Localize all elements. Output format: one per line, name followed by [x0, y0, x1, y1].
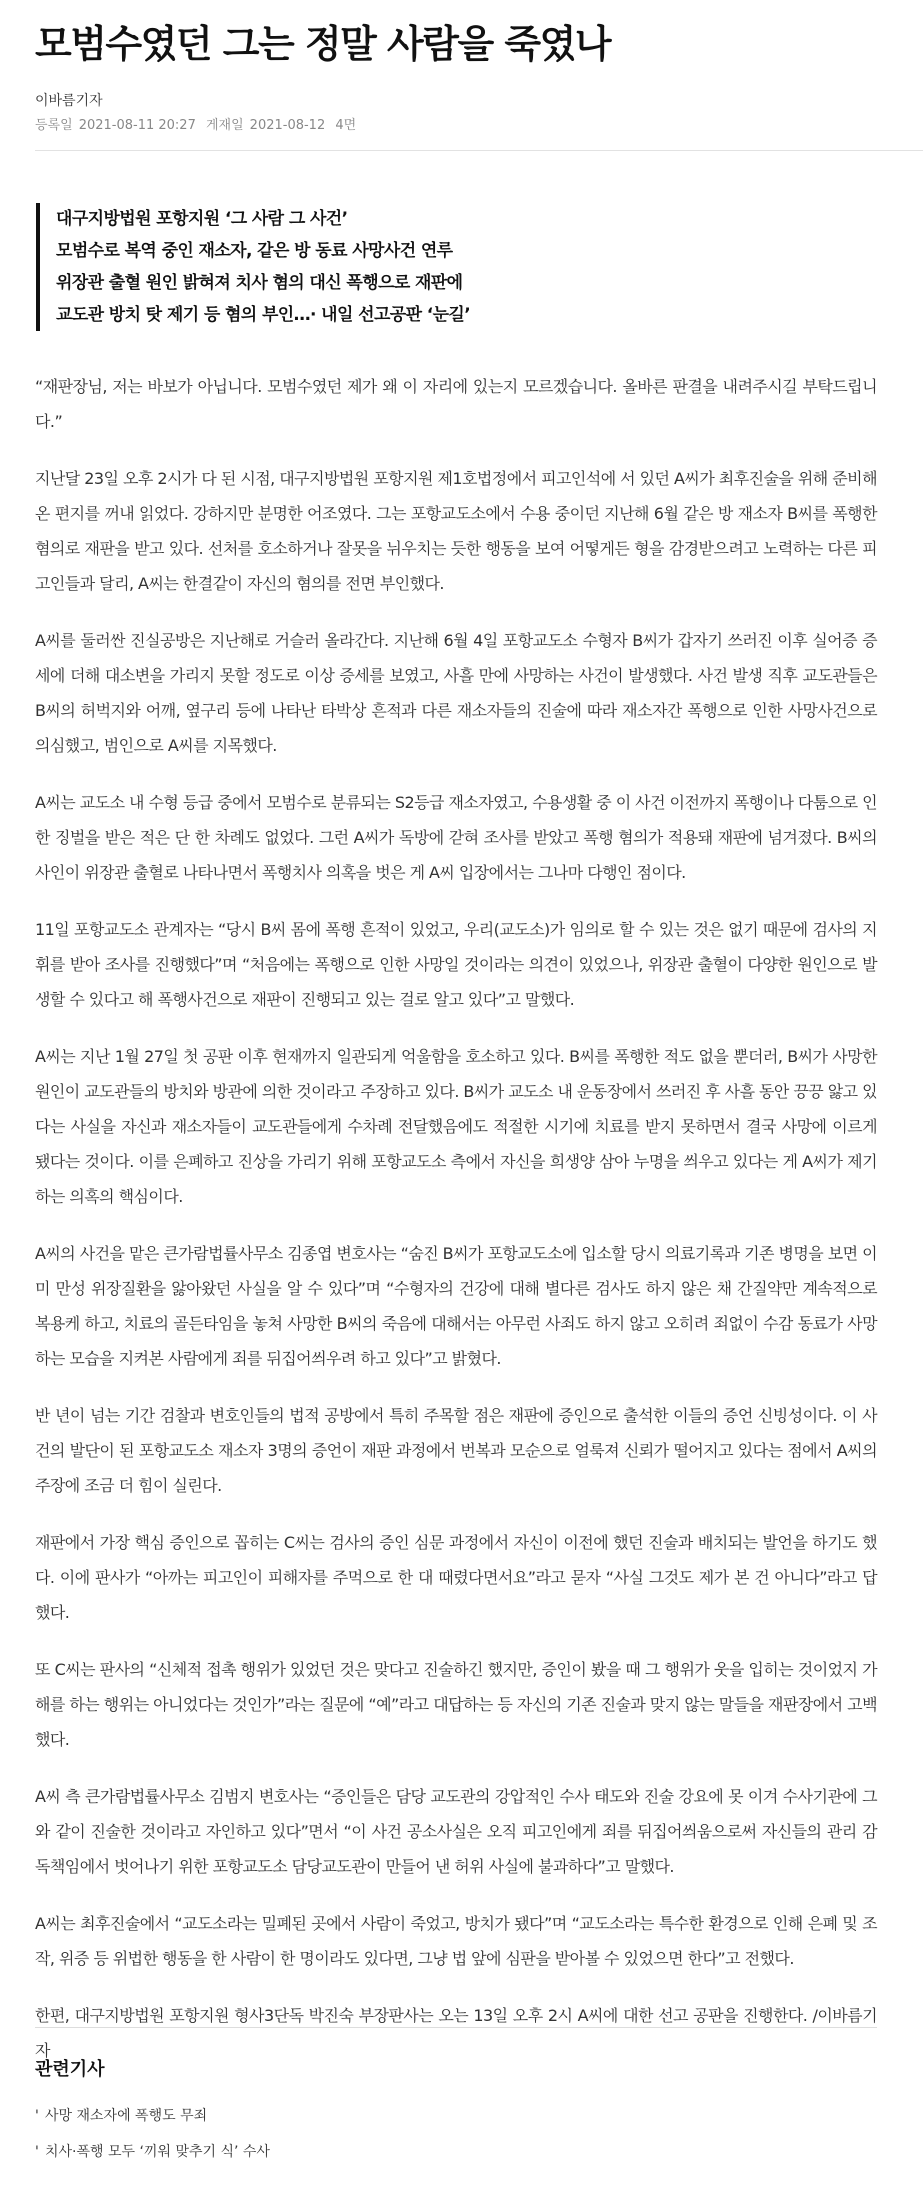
body-paragraph: A씨를 둘러싼 진실공방은 지난해로 거슬러 올라간다. 지난해 6월 4일 포항교도소 수형자 B씨가 갑자기 쓰러진 이후 실어증 증세에 더해 대소변을 가리지 못할 정도로 이상 증세를 보였고, 사흘 만에 사망하는 사건이 발생했다. 사건 발생 직후 교도관들은 B씨의 허벅지와 어깨, 옆구리 등에 나타난 타박상 흔적과 다른 재소자들의 진술에 따라 재소자간 폭행으로 인한 사망사건으로 의심했고, 범인으로 A씨를 지목했다.	[35, 631, 877, 755]
article-author: 이바름기자	[35, 93, 103, 109]
registered-date: 2021-08-11 20:27	[78, 118, 196, 133]
summary-line: 대구지방법원 포항지원 ‘그 사람 그 사건’	[56, 209, 348, 229]
summary-line: 모범수로 복역 중인 재소자, 같은 방 동료 사망사건 연루	[56, 241, 453, 261]
article-meta	[35, 114, 362, 133]
related-article-link[interactable]	[35, 2104, 270, 2140]
header-divider	[35, 150, 923, 151]
related-article-title[interactable]: 사망 재소자에 폭행도 무죄	[45, 2108, 208, 2124]
article-body	[35, 369, 877, 2090]
body-paragraph: 재판에서 가장 핵심 증인으로 꼽히는 C씨는 검사의 증인 심문 과정에서 자신이 이전에 했던 진술과 배치되는 발언을 하기도 했다. 이에 판사가 “아까는 피고인이 피해자를 주먹으로 한 대 때렸다면서요”라고 묻자 “사실 그것도 제가 본 건 아니다”라고 답했다.	[35, 1533, 877, 1622]
related-divider	[35, 2027, 877, 2028]
body-paragraph: A씨는 교도소 내 수형 등급 중에서 모범수로 분류되는 S2등급 재소자였고, 수용생활 중 이 사건 이전까지 폭행이나 다툼으로 인한 징벌을 받은 적은 단 한 차례도 없었다. 그런 A씨가 독방에 갇혀 조사를 받았고 폭행 혐의가 적용돼 재판에 넘겨졌다. B씨의 사인이 위장관 출혈로 나타나면서 폭행치사 의혹을 벗은 게 A씨 입장에서는 그나마 다행인 점이다.	[35, 793, 877, 882]
related-articles-list	[35, 2104, 270, 2176]
published-label: 게재일	[205, 118, 244, 133]
related-articles-title: 관련기사	[35, 2059, 105, 2080]
body-paragraph: 지난달 23일 오후 2시가 다 된 시점, 대구지방법원 포항지원 제1호법정에서 피고인석에 서 있던 A씨가 최후진술을 위해 준비해 온 편지를 꺼내 읽었다. 강하지만 분명한 어조였다. 그는 포항교도소에서 수용 중이던 지난해 6월 같은 방 재소자 B씨를 폭행한 혐의로 재판을 받고 있다. 선처를 호소하거나 잘못을 뉘우치는 듯한 행동을 보여 어떻게든 형을 감경받으려고 노력하는 다른 피고인들과 달리, A씨는 한결같이 자신의 혐의를 전면 부인했다.	[35, 469, 877, 593]
article-summary	[36, 203, 616, 331]
related-article-title[interactable]: 치사·폭행 모두 ‘끼워 맞추기 식’ 수사	[45, 2144, 270, 2160]
article-title: 모범수였던 그는 정말 사람을 죽였나	[35, 22, 611, 66]
related-article-link[interactable]	[35, 2140, 270, 2176]
summary-line: 위장관 출혈 원인 밝혀져 치사 혐의 대신 폭행으로 재판에	[56, 273, 463, 293]
bullet-mark: '	[35, 2144, 39, 2160]
body-paragraph: 또 C씨는 판사의 “신체적 접촉 행위가 있었던 것은 맞다고 진술하긴 했지만, 증인이 봤을 때 그 행위가 웃을 입히는 것이었지 가해를 하는 행위는 아니었다는 것인가”라는 질문에 “예”라고 대답하는 등 자신의 기존 진술과 맞지 않는 말들을 재판장에서 고백했다.	[35, 1660, 877, 1749]
body-paragraph: A씨는 최후진술에서 “교도소라는 밀폐된 곳에서 사람이 죽었고, 방치가 됐다”며 “교도소라는 특수한 환경으로 인해 은폐 및 조작, 위증 등 위법한 행동을 한 사람이 한 명이라도 있다면, 그냥 법 앞에 심판을 받아볼 수 있었으면 한다”고 전했다.	[35, 1914, 877, 1968]
body-paragraph: 11일 포항교도소 관계자는 “당시 B씨 몸에 폭행 흔적이 있었고, 우리(교도소)가 임의로 할 수 있는 것은 없기 때문에 검사의 지휘를 받아 조사를 진행했다”며 “처음에는 폭행으로 인한 사망일 것이라는 의견이 있었으나, 위장관 출혈이 다양한 원인으로 발생할 수 있다고 해 폭행사건으로 재판이 진행되고 있는 걸로 알고 있다”고 말했다.	[35, 920, 877, 1009]
body-paragraph: A씨 측 큰가람법률사무소 김범지 변호사는 “증인들은 담당 교도관의 강압적인 수사 태도와 진술 강요에 못 이겨 수사기관에 그와 같이 진술한 것이라고 자인하고 있다”면서 “이 사건 공소사실은 오직 피고인에게 죄를 뒤집어씌움으로써 자신들의 관리 감독책임에서 벗어나기 위한 포항교도소 담당교도관이 만들어 낸 허위 사실에 불과하다”고 말했다.	[35, 1787, 877, 1876]
body-paragraph: A씨는 지난 1월 27일 첫 공판 이후 현재까지 일관되게 억울함을 호소하고 있다. B씨를 폭행한 적도 없을 뿐더러, B씨가 사망한 원인이 교도관들의 방치와 방관에 의한 것이라고 주장하고 있다. B씨가 교도소 내 운동장에서 쓰러진 후 사흘 동안 끙끙 앓고 있다는 사실을 자신과 재소자들이 교도관들에게 수차례 전달했음에도 적절한 시기에 치료를 받지 못하면서 결국 사망에 이르게 됐다는 것이다. 이를 은폐하고 진상을 가리기 위해 포항교도소 측에서 자신을 희생양 삼아 누명을 씌우고 있다는 게 A씨가 제기하는 의혹의 핵심이다.	[35, 1047, 877, 1206]
body-paragraph: A씨의 사건을 맡은 큰가람법률사무소 김종엽 변호사는 “숨진 B씨가 포항교도소에 입소할 당시 의료기록과 기존 병명을 보면 이미 만성 위장질환을 앓아왔던 사실을 알 수 있다”며 “수형자의 건강에 대해 별다른 검사도 하지 않은 채 간질약만 계속적으로 복용케 하고, 치료의 골든타임을 놓쳐 사망한 B씨의 죽음에 대해서는 아무런 사죄도 하지 않고 오히려 죄없이 수감 동료가 사망하는 모습을 지켜본 사람에게 죄를 뒤집어씌우려 하고 있다”고 밝혔다.	[35, 1244, 877, 1368]
body-paragraph: “재판장님, 저는 바보가 아닙니다. 모범수였던 제가 왜 이 자리에 있는지 모르겠습니다. 올바른 판결을 내려주시길 부탁드립니다.”	[35, 377, 877, 431]
summary-line: 교도관 방치 탓 제기 등 혐의 부인…· 내일 선고공판 ‘눈길’	[56, 305, 471, 325]
body-paragraph: 반 년이 넘는 기간 검찰과 변호인들의 법적 공방에서 특히 주목할 점은 재판에 증인으로 출석한 이들의 증언 신빙성이다. 이 사건의 발단이 된 포항교도소 재소자 3명의 증언이 재판 과정에서 번복과 모순으로 얼룩져 신뢰가 떨어지고 있다는 점에서 A씨의 주장에 조금 더 힘이 실린다.	[35, 1406, 877, 1495]
page-number: 4면	[335, 118, 357, 133]
registered-label: 등록일	[35, 118, 73, 133]
body-paragraph: 한편, 대구지방법원 포항지원 형사3단독 박진숙 부장판사는 오는 13일 오후 2시 A씨에 대한 선고 공판을 진행한다. /이바름기자	[35, 2006, 877, 2060]
published-date: 2021-08-12	[249, 118, 326, 133]
bullet-mark: '	[35, 2108, 39, 2124]
